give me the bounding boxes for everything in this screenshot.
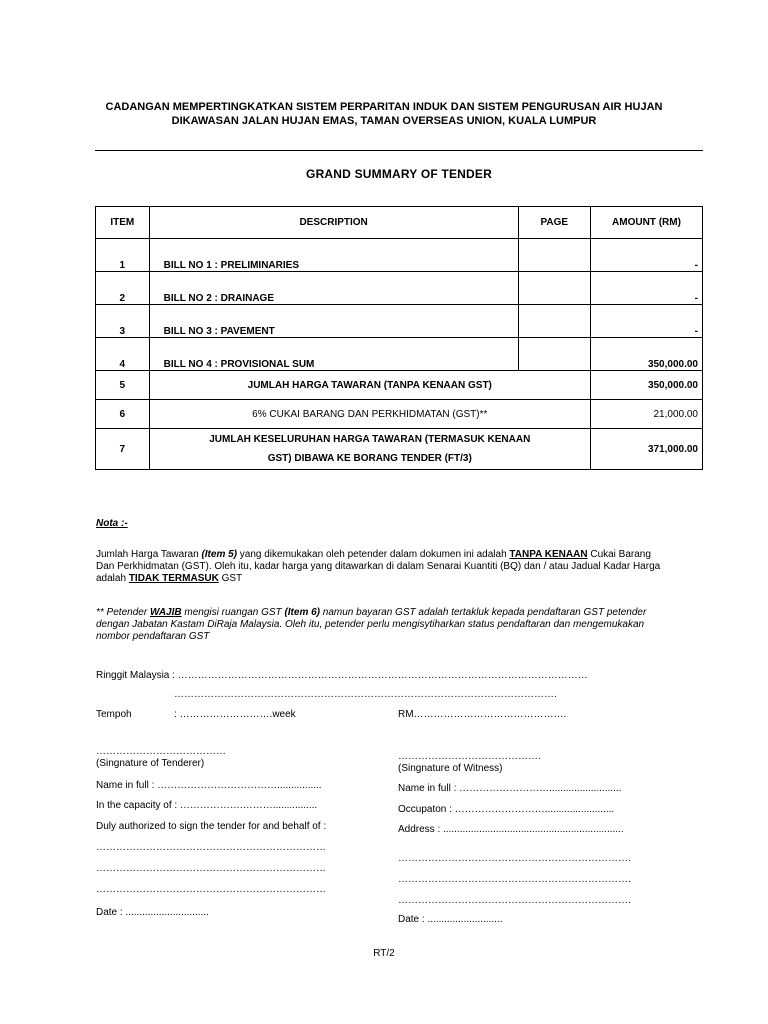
nota-p2-line-3: nombor pendaftaran GST [96,631,210,642]
row-description: BILL NO 1 : PRELIMINARIES [149,239,518,272]
nota-p1-emphasis: TIDAK TERMASUK [128,573,219,584]
witness-signature-line[interactable]: ……………………………………. [398,751,541,762]
header-page: PAGE [518,207,590,239]
rm-field[interactable]: RM………………………………………. [398,709,567,720]
nota-paragraph-1 [96,549,706,585]
nota-p1-emphasis: TANPA KENAAN [509,549,588,560]
nota-p1-line-1 [96,549,706,561]
row-description: BILL NO 2 : DRAINAGE [149,272,518,305]
row-description: JUMLAH HARGA TAWARAN (TANPA KENAAN GST) [149,371,590,400]
nota-paragraph-2 [96,607,706,643]
table-row [96,338,703,371]
row-amount: 350,000.00 [590,371,702,400]
document-title: GRAND SUMMARY OF TENDER [306,167,492,181]
row-amount: 350,000.00 [590,338,702,371]
header-amount: AMOUNT (RM) [590,207,702,239]
project-title-line-2: DIKAWASAN JALAN HUJAN EMAS, TAMAN OVERSEAS UNION, KUALA LUMPUR [171,115,597,127]
table-row [96,272,703,305]
nota-p2-text: namun bayaran GST adalah tertakluk kepada pendaftaran GST petender [320,607,647,618]
ringgit-dots: …………………………………………………………………………………………………………… [177,670,588,681]
row-page [518,272,590,305]
row-amount: - [590,272,702,305]
authorized-label: Duly authorized to sign the tender for and behalf of : [96,821,327,832]
address-line-2[interactable]: ……………………………………………………………. [398,874,631,885]
nota-p1-line-3 [96,573,706,585]
page-reference: RT/2 [373,948,395,959]
tenderer-signature-caption: (Singnature of Tenderer) [96,758,205,769]
header-divider [95,150,703,151]
table-row [96,305,703,338]
ringgit-field-continued[interactable]: ……………………………………………………………………………………………………. [174,689,557,700]
nota-p2-line-1 [96,607,706,619]
behalf-line-2[interactable]: …………………………………………………………… [96,863,326,874]
nota-p1-line-2: Dan Perkhidmatan (GST). Oleh itu, kadar harga yang ditawarkan di dalam Senarai Kuantiti (BQ) dan / atau Jadual Kadar Harga [96,561,661,572]
header-description: DESCRIPTION [149,207,518,239]
grand-summary-table [95,206,703,470]
nota-p1-text: GST [218,573,243,584]
row-item: 6 [96,400,150,429]
ringgit-field[interactable] [96,670,588,682]
row-description-line-1: JUMLAH KESELURUHAN HARGA TAWARAN (TERMASUK KENAAN [209,434,531,445]
row-item: 1 [96,239,150,272]
row-description-line-2: GST) DIBAWA KE BORANG TENDER (FT/3) [267,453,472,464]
nota-p1-text: yang dikemukakan oleh petender dalam dokumen ini adalah [237,549,510,560]
behalf-line-1[interactable]: …………………………………………………………… [96,842,326,853]
nota-heading: Nota :- [96,518,128,529]
row-page [518,305,590,338]
row-amount: 21,000.00 [590,400,702,429]
row-item: 5 [96,371,150,400]
table-header-row [96,207,703,239]
witness-name-field[interactable]: Name in full : ……………………….......................... [398,783,622,794]
nota-p1-text: Jumlah Harga Tawaran [96,549,202,560]
ringgit-label: Ringgit Malaysia : [96,670,178,681]
row-description: 6% CUKAI BARANG DAN PERKHIDMATAN (GST)** [149,400,590,429]
row-item: 3 [96,305,150,338]
row-item: 4 [96,338,150,371]
row-description: BILL NO 3 : PAVEMENT [149,305,518,338]
table-row [96,371,703,400]
tempoh-field[interactable]: : ……………………….week [174,709,296,720]
nota-p1-text: Cukai Barang [587,549,651,560]
row-description: BILL NO 4 : PROVISIONAL SUM [149,338,518,371]
witness-occupation-field[interactable]: Occupaton : ………………………......................... [398,804,615,815]
nota-p2-item-ref: (Item 6) [284,607,320,618]
nota-p2-text: mengisi ruangan GST [181,607,285,618]
row-page [518,239,590,272]
address-line-3[interactable]: ……………………………………………………………. [398,895,631,906]
nota-p2-emphasis: WAJIB [149,607,182,618]
behalf-line-3[interactable]: …………………………………………………………… [96,884,326,895]
tenderer-capacity-field[interactable]: In the capacity of : ……………….………................ [96,800,318,811]
tempoh-label: Tempoh [96,709,132,720]
nota-p2-line-2: dengan Jabatan Kastam DiRaja Malaysia. Oleh itu, petender perlu mengisytiharkan status pendaftaran dan mengemukakan [96,619,645,630]
project-title-line-1: CADANGAN MEMPERTINGKATKAN SISTEM PERPARITAN INDUK DAN SISTEM PENGURUSAN AIR HUJAN [105,101,663,113]
nota-p2-text: ** Petender [96,607,150,618]
table-row [96,239,703,272]
row-amount: - [590,305,702,338]
row-page [518,338,590,371]
row-item: 7 [96,429,150,470]
tenderer-signature-line[interactable]: ………………………………… [96,746,226,757]
row-description [149,429,590,470]
witness-address-field[interactable]: Address : ................................................................. [398,824,624,835]
witness-date-field[interactable]: Date : ........................... [398,914,503,925]
tenderer-name-field[interactable]: Name in full : ………………………………................ [96,780,322,791]
nota-p1-item-ref: (Item 5) [201,549,237,560]
address-line-1[interactable]: ……………………………………………………………. [398,853,631,864]
tenderer-date-field[interactable]: Date : .............................. [96,907,209,918]
row-item: 2 [96,272,150,305]
table-row [96,429,703,470]
table-row [96,400,703,429]
row-amount: 371,000.00 [590,429,702,470]
row-amount: - [590,239,702,272]
header-item: ITEM [96,207,150,239]
witness-signature-caption: (Singnature of Witness) [398,763,503,774]
nota-p1-text: adalah [96,573,129,584]
